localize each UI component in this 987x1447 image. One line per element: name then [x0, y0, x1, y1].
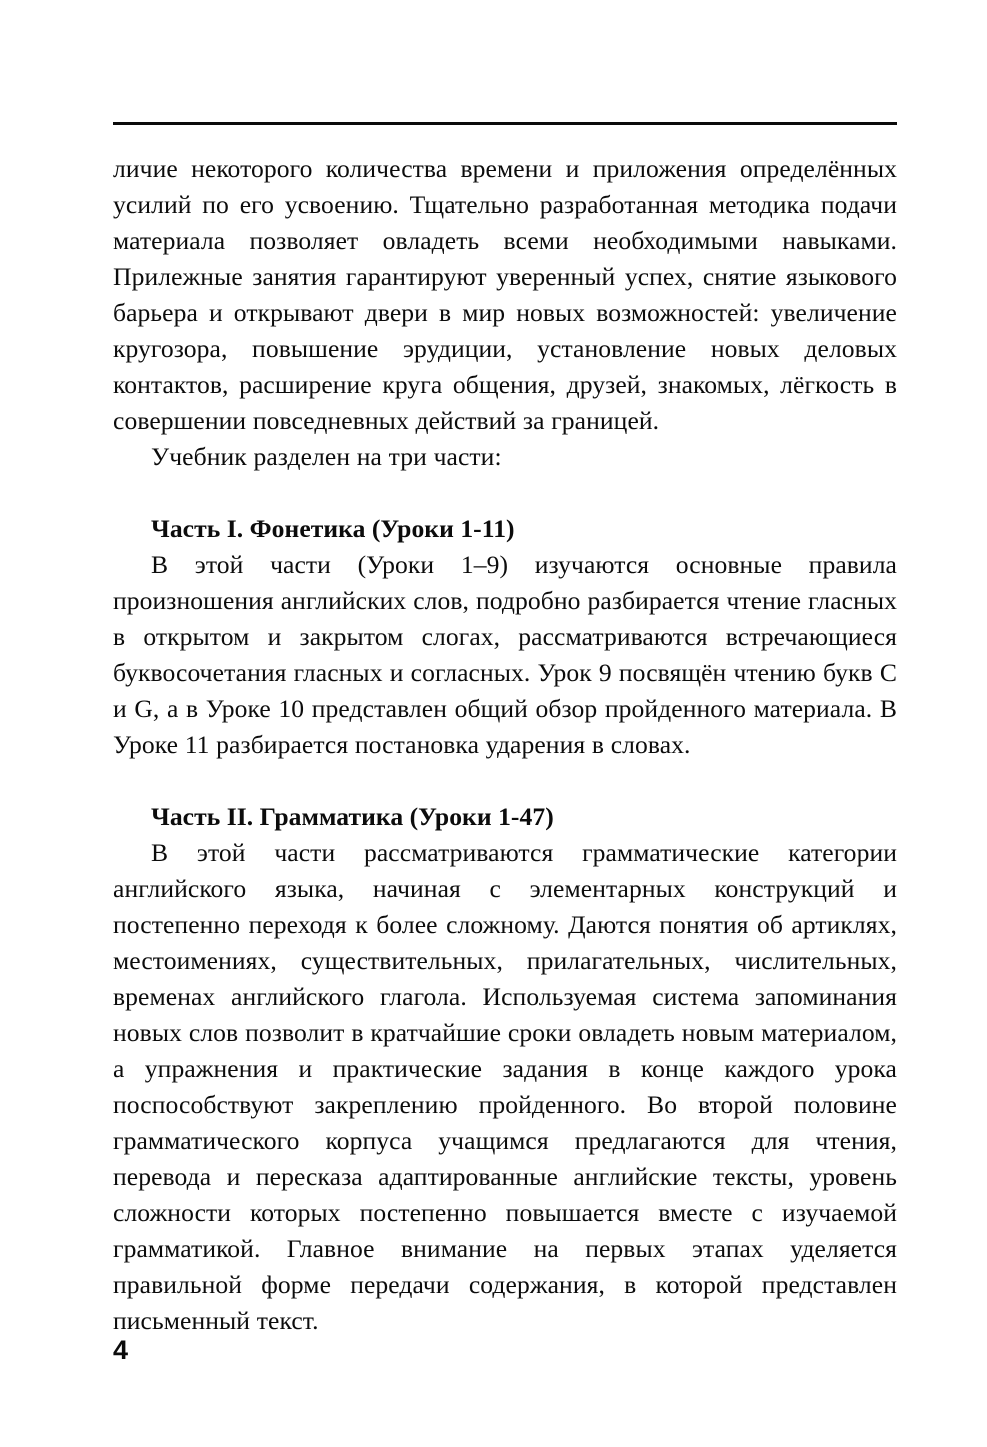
paragraph-intro-continuation: личие некоторого количества времени и приложения определённых усилий по его усвоению. Тщательно разработанная методика подачи материала позволяет овладеть всеми необходимыми навыками. Прилежные занятия гарантируют уверенный успех, снятие языкового барьера и открывают двери в мир новых возможностей: увеличение кругозора, повышение эрудиции, установление новых деловых контактов, расширение круга общения, друзей, знакомых, лёгкость в совершении повседневных действий за границей.: [113, 154, 897, 435]
spacer-before-part1: [113, 475, 897, 511]
spacer-before-part2: [113, 763, 897, 799]
paragraph-part-1-body: В этой части (Уроки 1–9) изучаются основные правила произношения английских слов, подробно разбирается чтение гласных в открытом и закрытом слогах, рассматриваются встречающиеся буквосочетания гласных и согласных. Урок 9 посвящён чтению букв C и G, а в Уроке 10 представлен общий обзор пройденного материала. В Уроке 11 разбирается постановка ударения в словах.: [113, 550, 897, 759]
heading-part-1: Часть I. Фонетика (Уроки 1-11): [151, 514, 515, 543]
paragraph-part-2-body: В этой части рассматриваются грамматические категории английского языка, начиная с элементарных конструкций и постепенно переходя к более сложному. Даются понятия об артиклях, местоимениях, существительных, прилагательных, числительных, временах английского глагола. Используемая система запоминания новых слов позволит в кратчайшие сроки овладеть новым материалом, а упражнения и практические задания в конце каждого урока поспособствуют закреплению пройденного. Во второй половине грамматического корпуса учащимся предлагаются для чтения, перевода и пересказа адаптированные английские тексты, уровень сложности которых постепенно повышается вместе с изучаемой грамматикой. Главное внимание на первых этапах уделяется правильной форме передачи содержания, в которой представлен письменный текст.: [113, 838, 897, 1335]
page-number: 4: [113, 1335, 129, 1365]
paragraph-three-parts: Учебник разделен на три части:: [151, 442, 502, 471]
header-rule-divider: [113, 122, 897, 125]
page-content: [113, 122, 897, 1339]
heading-part-2: Часть II. Грамматика (Уроки 1-47): [151, 802, 554, 831]
